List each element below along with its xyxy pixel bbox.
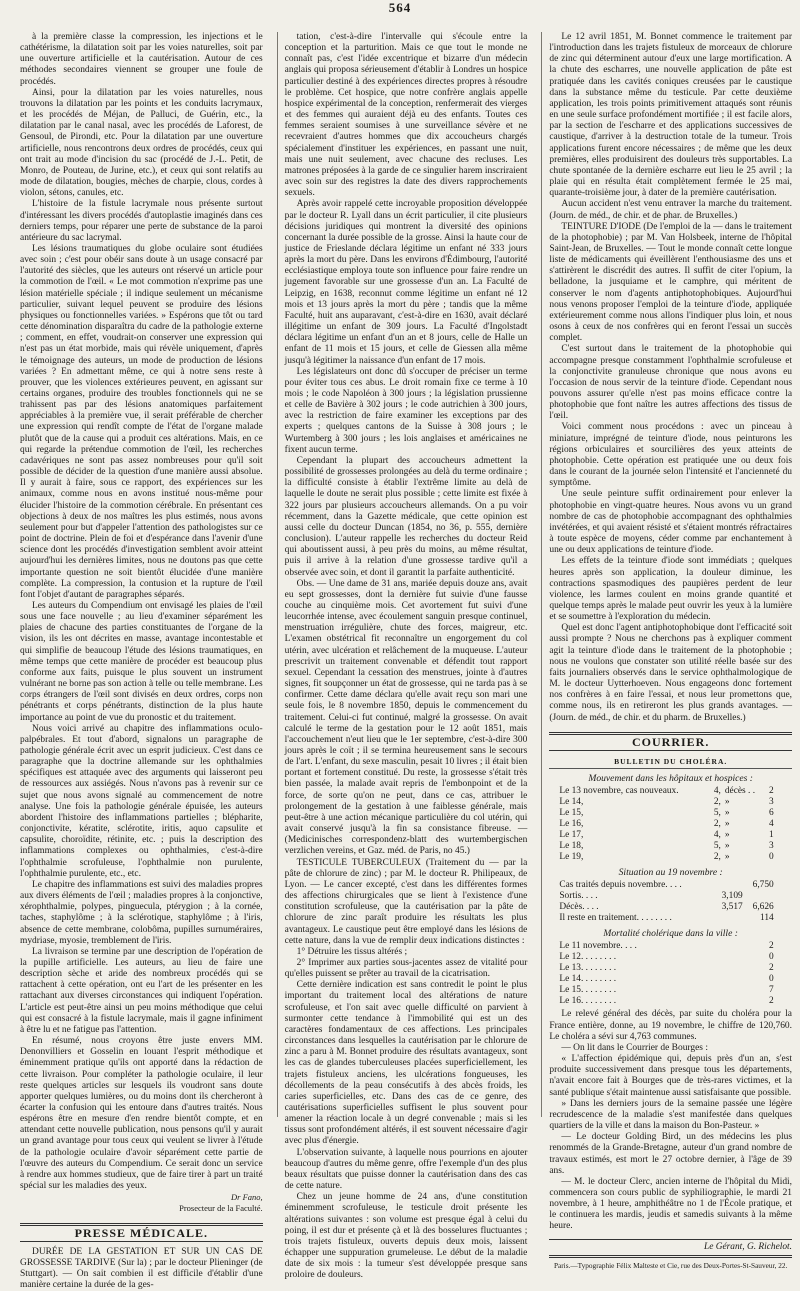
news-item: Le relevé général des décès, par suite du choléra pour la France entière, donne, au 19 novembre, le chiffre de 120,760. Le choléra a sévi sur 4,763 communes. [549,1009,793,1042]
paragraph: Nous voici arrivé au chapitre des inflammations oculo-palpébrales. Et tout d'abord, signalons un paragraphe de pathologie générale écrit avec un esprit judicieux. C'est dans ce paragraphe que la doctrine allemande sur les ophthalmies spécifiques est attaquée avec des arguments qui laisseront peu de ressources aux assiégés. Nous n'avons pas à revenir sur ce sujet que nous avons signalé au commencement de notre analyse. Une fois la pathologie générale épuisée, les auteurs abordent l'histoire des inflammations partielles ; blépharite, conjonctivite, kératite, sclérotite, iritis, aquo capsulite et capsulite, choroïdite, rétinite, etc. ; puis la description des inflammations complexes ou ophthalmies, c'est-à-dire l'ophthalmie scrofuleuse, l'ophthalmie non purulente, l'ophthalmie purulente, etc., etc. [20,723,263,879]
table-row [557,996,775,1007]
row-date: Le 13. . . . . . . . [559,963,617,974]
row-cases: 5, [713,808,721,819]
row-deaths: 3 [769,841,774,852]
row-total [745,891,776,902]
paragraph: 2° Imprimer aux parties sous-jacentes assez de vitalité pour qu'elles puissent se prêter au travail de la cicatrisation. [284,957,528,980]
row-deaths: 6 [769,808,774,819]
table-row [557,880,775,891]
paragraph: Quel est donc l'agent antiphotophobique dont l'efficacité soit aussi prompte ? Nous ne cherchons pas à expliquer comment agit la teinture d'iode dans le traitement de la photophobie ; nous ne voulons que constater son utilité réelle basée sur des faits journaliers observés dans le service ophthalmologique de M. le docteur Uytterhoeven. Nous engageons donc fortement nos confrères à en faire l'essai, et nous leur promettons que, comme nous, ils en retireront les plus grands avantages. — (Journ. de méd., de chir. et du pharm. de Bruxelles.) [549,623,793,723]
table-row [557,974,775,985]
columns [20,32,793,1291]
column-1 [20,32,263,1291]
section-title: PRESSE MÉDICALE. [20,1223,263,1242]
signature [20,1192,263,1214]
paragraph: En résumé, nous croyons être juste envers MM. Denonvilliers et Gosselin en louant l'esprit méthodique et éminemment pratique qu'ils ont apporté dans la rédaction de cette livraison. Pour compléter la pathologie oculaire, il leur reste quelques articles sur lesquels ils voudront sans doute apporter quelques lumières, ou du moins dont ils chercheront à écarter la confusion qui les entoure dans d'autres traités. Nous espérons être en mesure d'en rendre bientôt compte, et en attendant cette nouvelle publication, nous pensons qu'il y aurait un grand avantage pour tous ceux qui veulent se livrer à l'étude de la pathologie oculaire d'avoir séparément cette partie de l'œuvre des auteurs du Compendium. Ce serait donc un service à rendre aux hommes studieux, que de faire tirer à part un traité spécial sur les maladies des yeux. [20,1036,263,1192]
row-deaths-label: » [724,852,730,863]
mortality-caption: Mortalité cholérique dans la ville : [603,928,738,940]
table-row [557,852,775,863]
courrier-title: COURRIER. [549,732,792,751]
paragraph: Une seule peinture suffit ordinairement pour enlever la photophobie en vingt-quatre heures. Nous avons vu un grand nombre de cas de photophobie accompagnant des ophthalmies invétérées, et qui avaient résisté et s'étaient montrés réfractaires à toute espèce de moyens, céder comme par enchantement à une ou deux applications de teinture d'iode. [549,489,793,556]
table-row [557,913,775,924]
printer-imprint: Paris.—Typographie Félix Malteste et Cie, rue des Deux-Portes-St-Sauveur, 22. [549,1255,792,1271]
row-deaths-label: » [724,830,730,841]
row-cases: 2, [713,852,721,863]
table-row [557,841,775,852]
mortality-table [557,941,775,1007]
hospitals-caption: Mouvement dans les hôpitaux et hospices : [588,773,753,784]
paragraph: La livraison se termine par une description de l'opération de la pupille artificielle. Les auteurs, au lieu de faire une description sèche et aride des nombreux procédés qui se rattachent à cette opération, ont eu l'art de les présenter en les rattachant aux diverses circonstances qui indiquent l'opération. L'article est peut-être ainsi un peu moins méthodique que celui qui est consacré à la fistule lacrymale, mais il gagne infiniment à être lu et ne fatigue pas l'attention. [20,946,263,1035]
row-deaths: 1 [769,830,774,841]
row-deaths-label: décès . . [724,786,756,797]
row-deaths: 0 [769,852,774,863]
paragraph: Ainsi, pour la dilatation par les voies naturelles, nous trouvons la dilatation par les points et les conduits lacrymaux, et les procédés de Méjan, de Palluci, de Guérin, etc., la dilatation par le canal nasal, avec les procédés de Laforest, de Gensoul, de Pirondi, etc. Pour la dilatation par une ouverture artificielle, nous rencontrons deux ordres de procédés, ceux qui ont trait au mode d'incision du sac (procédé de J.-L. Petit, de Monro, de Pouteau, de Jurine, etc.), et ceux qui sont relatifs au mode de dilatation, bougies, mèches de charpie, clous, cordes à violon, sétons, canules, etc. [20,87,263,199]
row-value: 0 [769,974,774,985]
news-item: » Dans les derniers jours de la semaine passée une légère recrudescence de la maladie s'est manifestée dans quelques quartiers de la ville et dans la maison du Bon-Pasteur. » [549,1098,793,1132]
paragraph: Obs. — Une dame de 31 ans, mariée depuis douze ans, avait eu sept grossesses, dont la dernière fut suivie d'une fausse couche au cinquième mois. Cet avortement fut suivi d'une leucorrhée intense, avec écoulement sanguin presque continuel, menstruation irrégulière, chute des forces, maigreur, etc. L'examen obstétrical fit reconnaître un engorgement du col utérin, avec ulcération et relâchement de la muqueuse. L'auteur prescrivit un traitement convenable et défendit tout rapport sexuel. Cependant la cessation des menstrues, jointe à d'autres signes, fit soupçonner un état de grossesse, qui ne tarda pas à se confirmer. Cette dame déclara qu'elle avait reçu son mari une seule fois, le 8 novembre 1850, depuis le commencement du traitement. Celui-ci fut continué, malgré la grossesse. On avait calculé le terme de la gestation pour le 12 août 1851, mais l'accouchement n'eut lieu que le 1er septembre, c'est-à-dire 300 jours après le coït ; il se termina heureusement sans le secours de l'art. L'enfant, du sexe masculin, pesait 10 livres ; il était bien portant et fortement constitué. Du reste, la grossesse s'était très bien passée, la malade avait repris de l'embonpoint et de la force, de sorte qu'on ne peut, dans ce cas, attribuer le prolongement de la gestation à une faiblesse générale, mais peut-être à une action mécanique particulière du col utérin, qui avait conservé jusqu'à la fin sa consistance fibreuse. — (Medicinisches correspondenz-blatt des wurtembergischen verzlichen vereins, et Gaz. méd. de Paris, no 45.) [284,578,528,857]
column-3 [541,32,793,1270]
situation-table [557,880,775,924]
paragraph: DURÉE DE LA GESTATION ET SUR UN CAS DE GROSSESSE TARDIVE (Sur la) ; par le docteur Plieninger (de Stuttgart). — On sait combien il est difficile d'établir d'une manière certaine la durée de la ges- [20,1246,263,1291]
row-date: Le 14. . . . . . . . [559,974,617,985]
row-label: Décès. . . . [559,902,599,913]
row-date: Le 16, [559,819,584,830]
paragraph: Aucun accident n'est venu entraver la marche du traitement. (Journ. de méd., de chir. et de phar. de Bruxelles.) [549,199,793,221]
paragraph: L'histoire de la fistule lacrymale nous présente surtout d'intéressant les divers procédés d'autoplastie imaginés dans ces derniers temps, pour réparer une perte de substance de la paroi antérieure du sac lacrymal. [20,199,263,243]
row-value: 2 [769,963,774,974]
row-date: Le 15, [559,808,584,819]
table-row [557,985,775,996]
paragraph: Les lésions traumatiques du globe oculaire sont étudiées avec soin ; c'est pour obéir sans doute à un usage consacré par l'autorité des siècles, que les auteurs ont réservé un article pour la commotion de l'œil. « Le mot commotion n'exprime pas une lésion matérielle spéciale ; il indique seulement un mécanisme particulier, suivant lequel peuvent se produire des lésions physiques ou fonctionnelles variées. » Espérons que tôt ou tard cette dénomination disparaîtra du cadre de la pathologie externe ; comment, en effet, voudrait-on conserver une expression qui n'est pas un état morbide, mais qui révèle uniquement, d'après le témoignage des auteurs, un mode de production de lésions variées ? En admettant même, ce qui à notre sens reste à prouver, que les violences extérieures peuvent, en agissant sur certains organes, produire des troubles fonctionnels qui ne se trahissent pas par des lésions anatomiques parfaitement appréciables à la première vue, il serait préférable de chercher une expression qui rendît compte de l'état de l'organe malade plutôt que de la cause qui a produit ces altérations. Mais, en ce qui regarde la prétendue commotion de l'œil, les recherches cadavériques ne sont pas assez nombreuses pour qu'il soit possible de décider de la question d'une manière aussi absolue. Il y aurait à faire, sous ce rapport, des expériences sur les animaux, comme nous en avons institué nous-même pour élucider l'histoire de la commotion cérébrale. En présentant ces objections à deux de nos maîtres les plus estimés, nous avons seulement pour but d'appeler l'attention des pathologistes sur ce point de doctrine. Plein de foi et d'espérance dans l'avenir d'une science dont les procédés d'investigation semblent avoir atteint aujourd'hui les dernières limites, nous ne doutons pas que cette importante question ne soit bientôt élucidée d'une manière complète. La compression, la contusion et la rupture de l'œil font l'objet d'autant de paragraphes séparés. [20,243,263,600]
signature-name: Dr Fano, [231,1192,263,1203]
paragraph: tation, c'est-à-dire l'intervalle qui s'écoule entre la conception et la parturition. Mais ce que tout le monde ne connaît pas, c'est l'idée excentrique et bizarre d'un médecin anglais qui proposa sérieusement d'établir à Londres un hospice particulier destiné à des expériences directes propres à résoudre le problème. Cet hospice, que notre confrère anglais appelle hospice expérimental de la conception, renfermerait des vierges et des femmes qui auraient déjà eu des enfants. Toutes ces femmes seraient soumises à une surveillance sévère et ne recevraient d'autres hommes que dix accoucheurs chargés spécialement d'instituer les expériences, en passant une nuit, mais une nuit seulement, avec chacune des recluses. Les matrones préposées à la garde de ce singulier harem inscriraient avec soin sur des registres la date des divers rapprochements sexuels. [284,32,528,199]
row-cases: 5, [713,841,721,852]
table-row [557,941,775,952]
paragraph: Cependant la plupart des accoucheurs admettent la possibilité de grossesses prolongées au delà du terme ordinaire ; la difficulté consiste à établir l'extrême limite au delà de laquelle le doute ne serait plus possible ; cette limite est fixée à 322 jours par plusieurs accoucheurs allemands. On a pu voir récemment, dans la Gazette médicale, que cette opinion est aussi celle du docteur Duncan (1854, no 36, p. 555, dernière conclusion). L'auteur rappelle les recherches du docteur Reid qui aboutissent aussi, à peu près du moins, au même résultat, puis il arrive à la relation d'une grossesse tardive qu'il a observée avec soin, et dont il garantit la parfaite authenticité. [284,455,528,578]
paragraph: Les effets de la teinture d'iode sont immédiats ; quelques heures après son application, la douleur diminue, les contractions spasmodiques des paupières perdent de leur violence, les larmes coulent en moins grande quantité et quelque temps après le malade peut ouvrir les yeux à la lumière et se soumettre à l'exploration du médecin. [549,556,793,623]
row-deaths: 2 [769,786,774,797]
row-total: 6,626 [752,902,774,913]
table-row [557,963,775,974]
paragraph: Voici comment nous procédons : avec un pinceau à miniature, imprégné de teinture d'iode, nous peinturons les régions orbiculaires et sourcilières des yeux atteints de photophobie. Cette opération est pratiquée une ou deux fois dans le courant de la journée selon l'intensité et l'ancienneté du symptôme. [549,422,793,489]
paragraph: 1° Détruire les tissus altérés ; [296,946,408,957]
row-label: Il reste en traitement. . . . . . . . [559,913,672,924]
paragraph: TEINTURE D'IODE (De l'emploi de la — dans le traitement de la photophobie) ; par M. Van Holsbeek, interne de l'hôpital Saint-Jean, de Bruxelles. — Tout le monde connaît cette longue liste de médicaments qui éveillèrent l'enthousiasme des uns et s'attirèrent le discrédit des autres. Il suffit de citer l'opium, la belladone, la jusquiame et le camphre, qui méritent de conserver le nom d'agents antiphotophobiques. Aujourd'hui nous venons proposer l'emploi de la teinture d'iode, appliquée extérieurement comme nous allons l'indiquer plus loin, et nous osons à ceux de nos confrères qui en feront l'essai un succès complet. [549,221,793,344]
row-date: Le 19, [559,852,584,863]
paragraph: Chez un jeune homme de 24 ans, d'une constitution éminemment scrofuleuse, le testicule droit présente les altérations suivantes : son volume est presque égal à celui du poing, il est dur et présente çà et là des bosselures fluctuantes ; trois trajets fistuleux, ouverts depuis deux mois, laissent échapper une suppuration grumeleuse. Le début de la maladie date de six mois : la tumeur s'est développée presque sans proloire de douleurs. [284,1192,528,1281]
paragraph: L'observation suivante, à laquelle nous pourrions en ajouter beaucoup d'autres du même genre, offre l'exemple d'un des plus beaux résultats que puisse donner la cautérisation dans des cas de cette nature. [284,1147,528,1192]
table-row [557,786,775,797]
table-row [557,891,775,902]
row-date: Le 14, [559,797,584,808]
news-item: « L'affection épidémique qui, depuis près d'un an, s'est produite successivement dans presque tous les départements, n'avait encore fait à Bourges que de très-rares victimes, et la santé publique s'était maintenue aussi satisfaisante que possible. [549,1054,793,1098]
row-deaths-label: » [724,819,730,830]
table-row [557,830,775,841]
row-date: Le 17, [559,830,584,841]
row-value: 3,109 [721,891,743,902]
row-deaths-label: » [724,808,730,819]
row-date: Le 13 novembre, cas nouveaux. [559,786,679,797]
row-cases: 4, [713,786,721,797]
row-deaths: 3 [769,797,774,808]
paragraph: Cette dernière indication est sans contredit le point le plus important du traitement local des altérations de nature scrofuleuse, et l'on sait avec quelle difficulté on parvient à surmonter cette tendance à l'immobilité qui est un des caractères fondamentaux de ces affections. Les principales circonstances dans lesquelles la cautérisation par le chlorure de zinc a paru à M. Bonnet produire des résultats avantageux, sont les cas de glandes tuberculeuses placées superficiellement, les trajets fistuleux anciens, les ulcérations fongueuses, les décollements de la peau consécutifs à des abcès froids, les caries superficielles, etc. Dans des cas de ce genre, des cautérisations superficielles suffisent le plus souvent pour amener la réaction locale à un degré convenable ; mais si les tissus sont profondément altérés, il est souvent nécessaire d'agir avec plus d'énergie. [284,980,528,1147]
table-row [557,819,775,830]
row-value [714,880,745,891]
table-row [557,902,775,913]
row-total: 114 [760,913,774,924]
row-value: 3,517 [721,902,743,913]
paragraph: C'est surtout dans le traitement de la photophobie qui accompagne presque constamment l'ophthalmie scrofuleuse et la conjonctivite granuleuse chronique que nous avons eu l'occasion de nous servir de la teinture d'iode. Cependant nous pouvons assurer qu'elle n'est pas moins efficace contre la photophobie que font naître les autres affections des tissus de l'œil. [549,344,793,422]
signature-title: Prosecteur de la Faculté. [179,1203,263,1214]
page-number: 564 [388,0,412,15]
row-date: Le 15. . . . . . . . [559,985,617,996]
row-deaths: 4 [769,819,774,830]
row-date: Le 12. . . . . . . . [559,952,617,963]
row-value: 7 [769,985,774,996]
news-item: — On lit dans le Courrier de Bourges : [561,1042,708,1053]
paragraph: Les auteurs du Compendium ont envisagé les plaies de l'œil sous une face nouvelle ; au lieu d'examiner séparément les plaies de chacune des parties constituantes de l'organe de la vision, ils les ont décrites en masse, avantage incontestable et qui simplifie de beaucoup l'étude des lésions traumatiques, en même temps que cette manière de procéder est beaucoup plus conforme aux faits, puisque le plus souvent un instrument vulnérant ne borne pas son action à telle ou telle membrane. Les corps étrangers de l'œil sont divisés en deux ordres, corps non pénétrants et corps pénétrants, distinction de la plus haute importance au point de vue du pronostic et du traitement. [20,600,263,723]
row-value: 0 [769,952,774,963]
row-deaths-label: » [724,797,730,808]
column-2 [277,32,528,1281]
paragraph: TESTICULE TUBERCULEUX (Traitement du — par la pâte de chlorure de zinc) ; par M. le docteur R. Philipeaux, de Lyon. — Le cancer excepté, c'est dans les différentes formes des affections chirurgicales que se lient à l'existence d'une constitution scrofuleuse, que la cautérisation par la pâte de chlorure de zinc paraît produire les résultats les plus avantageux. Le caustique peut être employé dans les lésions de cette nature, dans la vue de remplir deux indications distinctes : [284,857,528,946]
news-item: — M. le docteur Clerc, ancien interne de l'hôpital du Midi, commencera son cours public de syphiliographie, le mardi 21 novembre, à 1 heure, amphithéâtre no 1 de l'École pratique, et le continuera les mardis, jeudis et samedis suivants à la même heure. [549,1176,793,1232]
row-value: 2 [769,941,774,952]
row-total: 6,750 [752,880,774,891]
row-date: Le 18, [559,841,584,852]
bulletin-title: BULLETIN DU CHOLÉRA. [549,756,792,769]
paragraph: Les législateurs ont donc dû s'occuper de préciser un terme pour éviter tous ces abus. Le droit romain fixe ce terme à 10 mois ; le code Napoléon à 300 jours ; la législation prussienne et celle de Bavière à 302 jours ; le code autrichien à 300 jours, avec la restriction de faire examiner les exceptions par des experts ; quelques cantons de la Suisse à 308 jours ; le Wurtemberg à 300 jours ; les lois anglaises et américaines ne fixent aucun terme. [284,366,528,455]
paragraph: à la première classe la compression, les injections et le cathétérisme, la dilatation soit par les voies naturelles, soit par une ouverture artificielle et la cautérisation. Autour de ces méthodes secondaires viennent se grouper une foule de procédés. [20,32,263,87]
gerant-signature: Le Gérant, G. Richelot. [549,1239,792,1253]
row-date: Le 11 novembre. . . . [559,941,637,952]
paragraph: Après avoir rappelé cette incroyable proposition développée par le docteur R. Lyall dans un écrit particulier, il cite plusieurs décisions juridiques qui montrent la diversité des opinions concernant la durée possible de la grosse. Ainsi la haute cour de justice de Frieslande déclara légitime un enfant né 333 jours après la mort du père. Dans les environs d'Édimbourg, l'autorité ecclésiastique employa toute son influence pour faire rendre un jugement favorable sur une grossesse d'un an. La Faculté de Leipzig, en 1638, reconnut comme légitime un enfant né 12 mois et 13 jours après la mort du père ; tandis que la même Faculté, huit ans auparavant, c'est-à-dire en 1630, avait déclaré illégitime un enfant de 309 jours. La Faculté d'Ingolstadt déclara légitime un enfant d'un an et 8 jours, celle de Halle un enfant de 11 mois et 15 jours, et celle de Giessen alla même jusqu'à légitimer la naissance d'un enfant de 17 mois. [284,199,528,366]
table-row [557,952,775,963]
row-label: Sortis. . . . [559,891,598,902]
paragraph: Le chapitre des inflammations est suivi des maladies propres aux divers éléments de l'œil ; maladies propres à la conjonctive, xérophthalmie, polypes, pinguecula, ptérygion ; à la cornée, taches, staphylôme ; à la sclérotique, staphylôme ; à l'iris, absence de cette membrane, colobôma, pupilles surnuméraires, mydriase, myosie, tremblement de l'iris. [20,879,263,946]
row-deaths-label: » [724,841,730,852]
row-cases: 2, [713,797,721,808]
hospitals-table [557,786,775,863]
row-label: Cas traités depuis novembre. . . . [559,880,682,891]
table-row [557,808,775,819]
row-value [714,913,745,924]
news-item: — Le docteur Golding Bird, un des médecins les plus renommés de la Grande-Bretagne, auteur d'un grand nombre de travaux estimés, est mort le 27 octobre dernier, à l'âge de 39 ans. [549,1132,793,1176]
situation-caption: Situation au 19 novembre : [618,867,723,879]
row-value: 2 [769,996,774,1007]
row-cases: 2, [713,819,721,830]
table-row [557,797,775,808]
row-date: Le 16. . . . . . . . [559,996,617,1007]
row-cases: 4, [713,830,721,841]
paragraph: Le 12 avril 1851, M. Bonnet commence le traitement par l'introduction dans les trajets fistuleux de morceaux de chlorure de zinc qui déterminent autour d'eux une large mortification. A la chute des escharres, une nouvelle application de pâte est pratiquée dans les cavités coniques creusées par le caustique dans la substance même du testicule. Par cette deuxième application, les trois points primitivement attaqués sont réunis en une seule surface profondément mortifiée ; il est facile alors, par la section de l'escharre et des applications successives de caustique, d'arriver à la destruction totale de la tumeur. Trois applications furent encore nécessaires ; de même que les deux premières, elles produisirent des douleurs très supportables. La chute spontanée de la dernière escharre eut lieu le 25 avril ; la plaie qui en résulta était complètement fermée le 25 mai, quarante-troisième jour, à dater de la première cautérisation. [549,32,793,199]
